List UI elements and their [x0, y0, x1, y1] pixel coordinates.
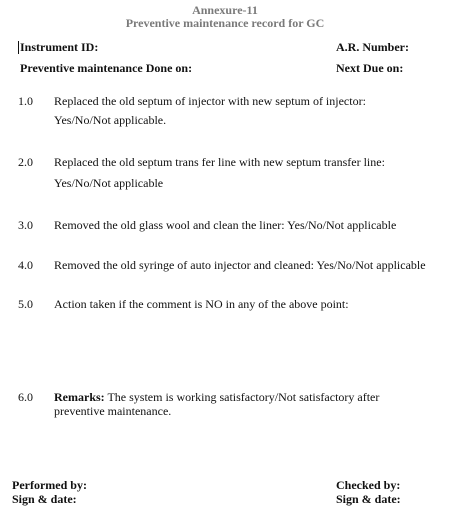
maintenance-done-on-label: Preventive maintenance Done on:: [20, 61, 193, 75]
item-number: 4.0: [18, 258, 33, 272]
sign-date-left-label: Sign & date:: [12, 492, 77, 506]
item-number: 6.0: [18, 390, 33, 404]
ar-number-label: A.R. Number:: [336, 40, 409, 54]
instrument-id-label: Instrument ID:: [20, 40, 99, 54]
item-text: Action taken if the comment is NO in any of the above point:: [54, 297, 349, 311]
item-number: 3.0: [18, 218, 33, 232]
remarks-text-continued: preventive maintenance.: [54, 404, 172, 418]
item-text: Replaced the old septum trans fer line with new septum transfer line:: [54, 155, 385, 169]
item-number: 2.0: [18, 155, 33, 169]
annexure-heading: Annexure-11: [192, 3, 258, 17]
item-response: Yes/No/Not applicable: [54, 176, 164, 190]
item-response: Yes/No/Not applicable.: [54, 113, 167, 127]
item-text: Removed the old glass wool and clean the liner: Yes/No/Not applicable: [54, 218, 397, 232]
next-due-on-label: Next Due on:: [336, 61, 404, 75]
sign-date-right-label: Sign & date:: [336, 492, 401, 506]
item-number: 1.0: [18, 94, 33, 108]
item-text: Replaced the old septum of injector with new septum of injector:: [54, 94, 366, 108]
performed-by-label: Performed by:: [12, 478, 87, 492]
item-text: Removed the old syringe of auto injector and cleaned: Yes/No/Not applicable: [54, 258, 426, 272]
remarks-text: The system is working satisfactory/Not satisfactory after: [107, 390, 380, 404]
remarks-label: Remarks:: [54, 390, 105, 404]
item-number: 5.0: [18, 297, 33, 311]
text-cursor: [18, 41, 19, 54]
document-title: Preventive maintenance record for GC: [125, 16, 325, 30]
checked-by-label: Checked by:: [336, 478, 401, 492]
remarks-line: [54, 390, 379, 405]
